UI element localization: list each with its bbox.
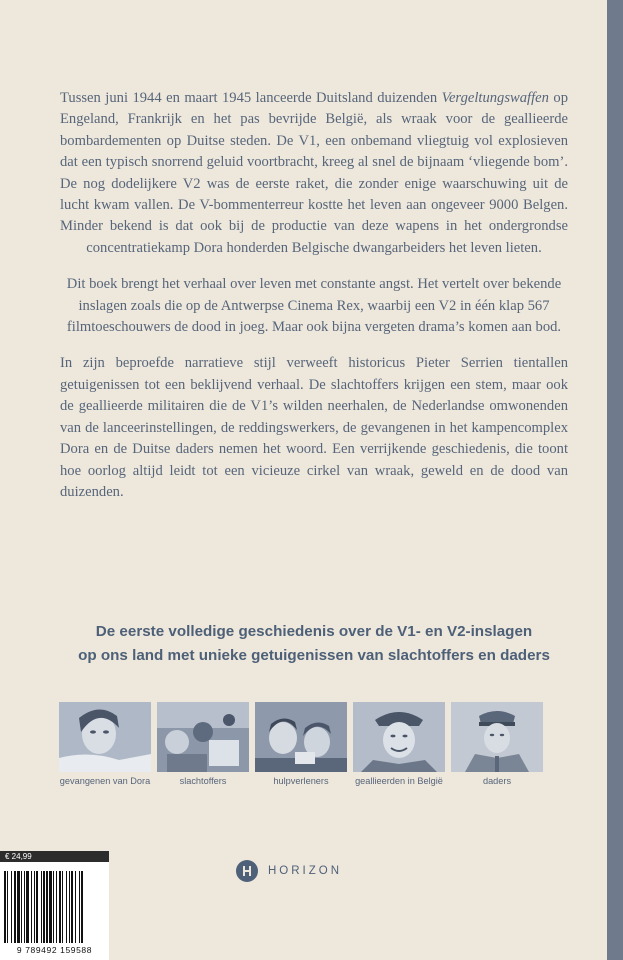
photo-item <box>451 702 543 787</box>
photo-caption: slachtoffers <box>179 776 227 786</box>
photo-caption: geallieerden in België <box>355 776 443 786</box>
price: € 24,99 <box>5 852 32 861</box>
photo-item <box>59 702 151 787</box>
blurb-text: op Engeland, Frankrijk en het pas bevrijde België, als wraak voor de geallieerde bombardementen op Duitse steden. De V1, een onbemand vliegtuig vol explosieven dat een typisch snorrend geluid voortbracht, kreeg al snel de bijnaam ‘vliegende bom’. De nog dodelijkere V2 was de eerste raket, die zonder enige waarschuwing uit de lucht kwam vallen. De V-bommenterreur kostte het leven aan ongeveer 9000 Belgen. Minder bekend is dat ook bij de productie van deze wapens in het ondergrondse concentratiekamp Dora honderden Belgische dwangarbeiders het leven lieten. <box>60 90 568 256</box>
publisher-name: HORIZON <box>268 865 343 877</box>
tagline-line: op ons land met unieke getuigenissen van slachtoffers en daders <box>78 647 550 664</box>
spine-strip <box>607 0 623 960</box>
photo-caption: daders <box>482 776 512 786</box>
photo-item <box>255 702 347 787</box>
isbn-number: 9 789492 159588 <box>16 945 93 955</box>
photo-caption: hulpverleners <box>273 776 329 786</box>
blurb-text: Tussen juni 1944 en maart 1945 lanceerde Duitsland duizenden <box>60 90 442 106</box>
back-cover-blurb <box>60 88 568 503</box>
photo-perpetrator <box>451 702 543 772</box>
blurb-paragraph-2: Dit boek brengt het verhaal over leven met constante angst. Het vertelt over bekende inslagen zoals die op de Antwerpse Cinema Rex, waarbij een V2 in één klap 567 filmtoeschouwers de dood in joeg. Maar ook bijna vergeten drama’s komen aan bod. <box>66 276 562 336</box>
photo-rescuers <box>255 702 347 772</box>
publisher-h-icon <box>236 860 258 882</box>
tagline-line: De eerste volledige geschiedenis over de V1- en V2-inslagen <box>95 623 533 640</box>
photo-prisoner <box>59 702 151 772</box>
photo-caption: gevangenen van Dora <box>59 776 151 786</box>
publisher-logo <box>236 859 342 883</box>
tagline <box>40 620 588 668</box>
photo-strip <box>59 702 527 802</box>
blurb-paragraph-1 <box>60 88 568 259</box>
photo-soldier <box>353 702 445 772</box>
blurb-emphasis: Vergeltungswaffen <box>441 90 549 106</box>
blurb-paragraph-3: In zijn beproefde narratieve stijl verweeft historicus Pieter Serrien tientallen getuigenissen tot een beklijvend verhaal. De slachtoffers krijgen een stem, maar ook de geallieerde militairen die de V1’s wilden neerhalen, de Nederlandse omwonenden van de lanceerinstellingen, de reddingswerkers, de gevangenen in het kampencomplex Dora en de Duitse daders nemen het woord. Een verrijkende geschiedenis, die toont hoe oorlog altijd leidt tot een vicieuze cirkel van wraak, geweld en de dood van duizenden. <box>60 355 568 500</box>
photo-victims <box>157 702 249 772</box>
barcode-icon <box>4 871 105 943</box>
photo-item <box>157 702 249 787</box>
barcode-label <box>0 851 109 960</box>
photo-item <box>353 702 445 787</box>
price-bar <box>0 851 109 862</box>
